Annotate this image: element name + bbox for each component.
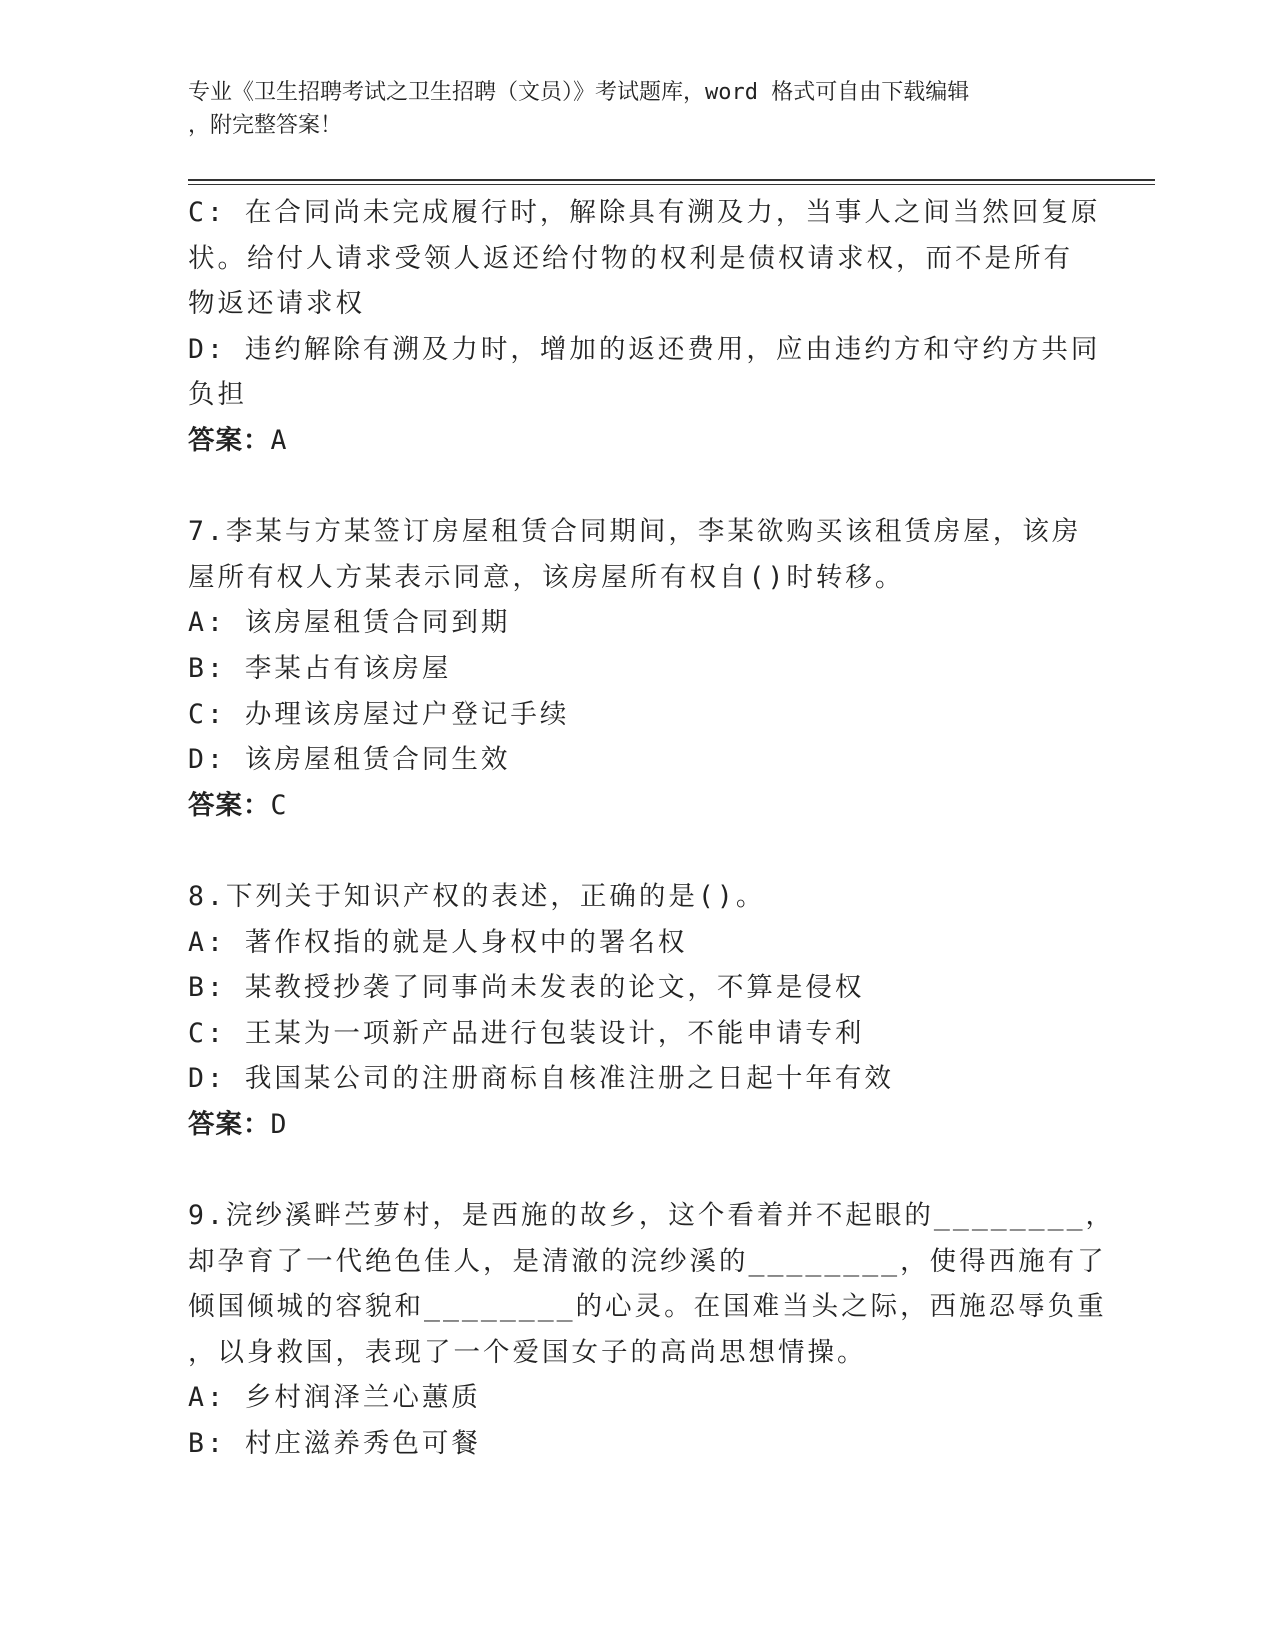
option-line: C: 在合同尚未完成履行时，解除具有溯及力，当事人之间当然回复原	[188, 197, 1101, 228]
answer-label: 答案：	[188, 789, 271, 821]
question-stem: ，以身救国，表现了一个爱国女子的高尚思想情操。	[188, 1336, 867, 1368]
answer-line	[188, 418, 1088, 464]
option-d: D: 该房屋租赁合同生效	[188, 744, 511, 776]
option-a: A: 该房屋租赁合同到期	[188, 607, 511, 639]
question-stem: 屋所有权人方某表示同意，该房屋所有权自()时转移。	[188, 561, 905, 593]
header-line: ，附完整答案！	[188, 113, 343, 138]
option-b: B: 李某占有该房屋	[188, 652, 452, 684]
option-line: 状。给付人请求受领人返还给付物的权利是债权请求权，而不是所有	[188, 242, 1073, 274]
spacer	[188, 1147, 1088, 1193]
header-divider	[188, 184, 1155, 185]
question-stem: 8.下列关于知识产权的表述，正确的是()。	[188, 880, 766, 912]
option-d: D: 我国某公司的注册商标自核准注册之日起十年有效	[188, 1063, 894, 1095]
answer-label: 答案：	[188, 1108, 271, 1140]
option-a: A: 著作权指的就是人身权中的署名权	[188, 926, 688, 958]
option-b: B: 某教授抄袭了同事尚未发表的论文，不算是侵权	[188, 972, 865, 1004]
header-divider	[188, 179, 1155, 181]
question-stem: 却孕育了一代绝色佳人，是清澈的浣纱溪的________，使得西施有了	[188, 1245, 1107, 1277]
option-c: C: 办理该房屋过户登记手续	[188, 698, 570, 730]
answer-line	[188, 1102, 1088, 1148]
option-c: C: 王某为一项新产品进行包装设计，不能申请专利	[188, 1017, 865, 1049]
spacer	[188, 464, 1088, 510]
option-line: D: 违约解除有溯及力时，增加的返还费用，应由违约方和守约方共同	[188, 333, 1101, 365]
header-line: 专业《卫生招聘考试之卫生招聘（文员）》考试题库，word 格式可自由下载编辑	[188, 80, 970, 105]
answer-label: 答案：	[188, 424, 271, 456]
option-b: B: 村庄滋养秀色可餐	[188, 1428, 481, 1460]
answer-line	[188, 783, 1088, 829]
answer-value: C	[270, 789, 288, 821]
document-header	[188, 76, 1068, 142]
question-stem: 倾国倾城的容貌和________的心灵。在国难当头之际，西施忍辱负重	[188, 1291, 1107, 1323]
question-stem: 9.浣纱溪畔苎萝村，是西施的故乡，这个看着并不起眼的________，	[188, 1200, 1116, 1232]
answer-value: D	[270, 1108, 288, 1140]
question-stem: 7.李某与方某签订房屋租赁合同期间，李某欲购买该租赁房屋，该房	[188, 516, 1082, 548]
option-a: A: 乡村润泽兰心蕙质	[188, 1382, 481, 1414]
spacer	[188, 828, 1088, 874]
option-line: 负担	[188, 379, 247, 411]
answer-value: A	[270, 424, 288, 456]
option-line: 物返还请求权	[188, 288, 365, 320]
question-body	[188, 190, 1116, 1467]
